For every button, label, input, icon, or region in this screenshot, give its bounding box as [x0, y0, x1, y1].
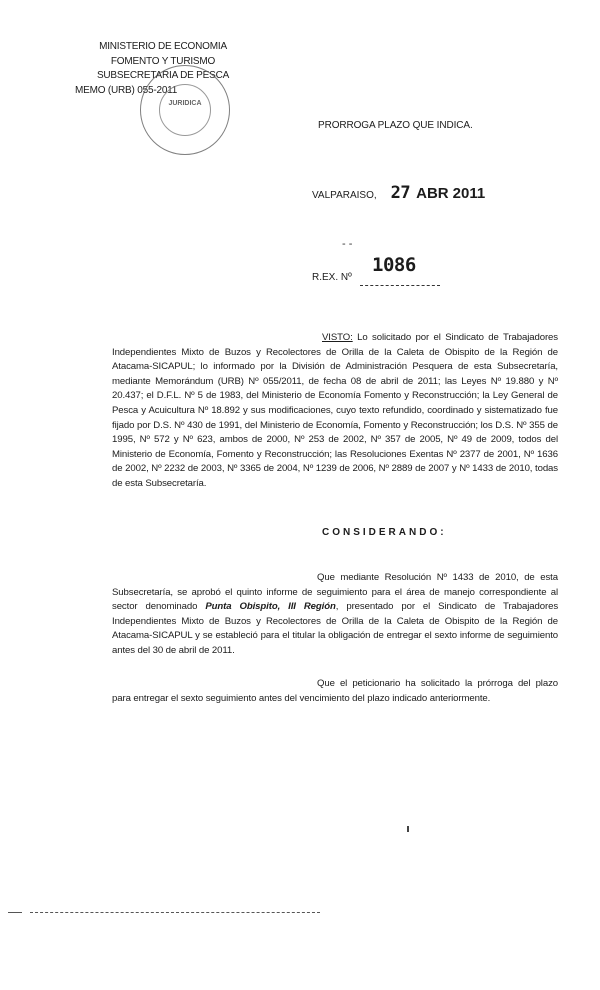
- p1-text-b: , presentado por el Sindicato de Trabajadores Independientes Mixto de Buzos y Recolectores de Orilla de la Caleta de Obispito de la Región de Atacama-SICAPUL y se estableció para el titular la obligación de entregar el sexto informe de seguimiento antes del 30 de abril de 2011.: [112, 601, 559, 656]
- considerando-heading: CONSIDERANDO:: [322, 527, 447, 538]
- resolution-underline: [360, 285, 440, 286]
- stamp-inner-ring: [159, 84, 211, 136]
- page-mark: [407, 826, 409, 832]
- stamp-text: JURIDICA: [168, 100, 202, 107]
- p1-text-a: Que mediante Resolución Nº 1433 de 2010, de esta Subsecretaría, se aprobó el quinto informe de seguimiento para el área de manejo correspondiente al sector denominado: [112, 572, 558, 613]
- date-line: [312, 183, 485, 203]
- footer-rule: [30, 912, 320, 913]
- resolution-mark: - -: [342, 238, 353, 250]
- visto-paragraph: [112, 331, 558, 492]
- document-subject: PRORROGA PLAZO QUE INDICA.: [318, 120, 473, 131]
- header-ministry: MINISTERIO DE ECONOMIA: [99, 41, 227, 52]
- header-subsecretaria: SUBSECRETARIA DE PESCA: [96, 70, 230, 81]
- official-stamp: [140, 65, 230, 155]
- considerando-paragraph-1: [112, 571, 558, 659]
- header-ministry-sub: FOMENTO Y TURISMO: [110, 55, 216, 67]
- footer-rule-segment: [8, 912, 22, 913]
- date-year: 2011: [452, 185, 486, 202]
- considerando-paragraph-2: Que el peticionario ha solicitado la prórroga del plazo para entregar el sexto seguimiento antes del vencimiento del plazo indicado anteriormente.: [112, 678, 558, 704]
- date-day: 27: [390, 183, 411, 203]
- date-place: VALPARAISO,: [312, 190, 377, 201]
- visto-label: VISTO:: [322, 332, 353, 343]
- p1-sector-name: Punta Obispito, III Región: [205, 601, 336, 613]
- header-memo: MEMO (URB) 055-2011: [75, 84, 178, 96]
- date-month: ABR: [416, 185, 449, 202]
- resolution-label: R.EX. Nº: [312, 272, 352, 283]
- resolution-number: 1086: [372, 254, 416, 276]
- visto-text: Lo solicitado por el Sindicato de Trabajadores Independientes Mixto de Buzos y Recolectores de Orilla de la Caleta de Obispito de la Región de Atacama-SICAPUL; lo informado por la División de Administración Pesquera de esta Subsecretaría, mediante Memorándum (URB) Nº 055/2011, de fecha 08 de abril de 2011; las Leyes Nº 19.880 y Nº 20.437; el D.F.L. Nº 5 de 1983, del Ministerio de Economía Fomento y Reconstrucción; la Ley General de Pesca y Acuicultura Nº 18.892 y sus modificaciones, cuyo texto refundido, coordinado y sistematizado fue fijado por D.S. Nº 430 de 1991, del Ministerio de Economía, Fomento y Reconstrucción; los D.S. Nº 355 de 1995, Nº 572 y Nº 623, ambos de 2000, Nº 253 de 2002, Nº 357 de 2005, Nº 49 de 2009, todos del Ministerio de Economía, Fomento y Reconstrucción; las Resoluciones Exentas Nº 2377 de 2001, Nº 1636 de 2002, Nº 2232 de 2003, Nº 3365 de 2004, Nº 1239 de 2006, Nº 2889 de 2007 y Nº 1433 de 2010, todas de esta Subsecretaría.: [112, 332, 558, 489]
